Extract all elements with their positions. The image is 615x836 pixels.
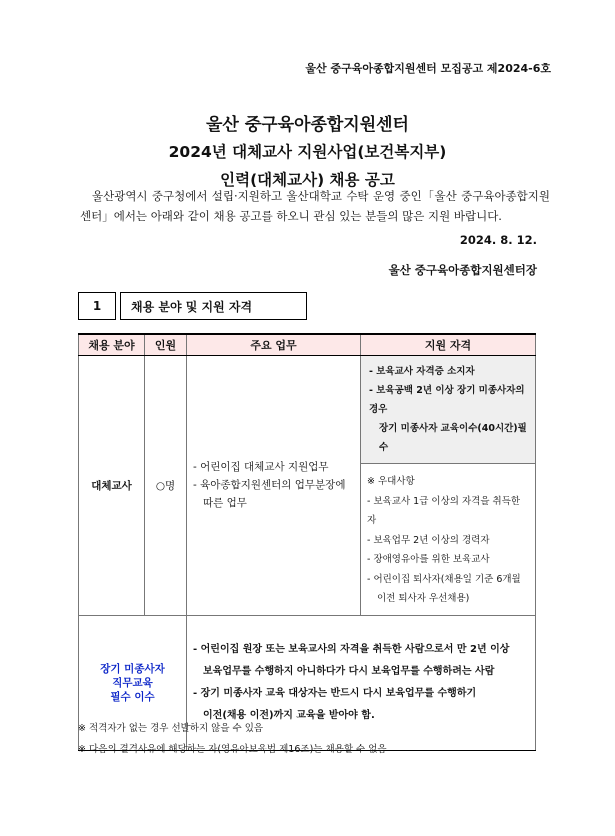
requirements-cell	[361, 356, 536, 464]
program-title: 2024년 대체교사 지원사업(보건복지부)	[168, 143, 447, 161]
table-row	[79, 356, 536, 464]
training-line: 이전(채용 이전)까지 교육을 받아야 함.	[203, 709, 375, 721]
header-field: 채용 분야	[79, 334, 145, 356]
section-title: 채용 분야 및 지원 자격	[120, 292, 307, 320]
training-label-line: 직무교육	[112, 676, 153, 689]
training-label-line: 필수 이수	[110, 690, 155, 703]
training-line: 보육업무를 수행하지 아니하다가 다시 보육업무를 수행하려는 사람	[203, 665, 495, 677]
preference-line: - 어린이집 퇴사자(채용일 기준 6개월	[367, 573, 521, 585]
header-count: 인원	[145, 334, 187, 356]
section-number: 1	[78, 292, 116, 320]
footnote: ※ 다음의 결격사유에 해당하는 자(영유아보육법 제16조)는 채용할 수 없음	[78, 744, 387, 755]
training-label-line: 장기 미종사자	[100, 662, 165, 675]
signature: 울산 중구육아종합지원센터장	[388, 263, 537, 277]
duty-line: - 육아종합지원센터의 업무분장에	[193, 479, 346, 492]
header-duties: 주요 업무	[187, 334, 361, 356]
notice-date: 2024. 8. 12.	[459, 233, 537, 247]
preferences-title: ※ 우대사항	[367, 476, 415, 487]
recruit-title: 인력(대체교사) 채용 공고	[220, 171, 395, 189]
preference-line: - 보육교사 1급 이상의 자격을 취득한 자	[367, 495, 521, 526]
footnote: ※ 적격자가 없는 경우 선발하지 않을 수 있음	[78, 723, 264, 734]
notice-number: 울산 중구육아종합지원센터 모집공고 제2024-6호	[305, 62, 551, 75]
duty-line: 따른 업무	[203, 497, 247, 510]
training-line: - 장기 미종사자 교육 대상자는 반드시 다시 보육업무를 수행하기	[193, 687, 477, 699]
preferences-cell	[361, 464, 536, 616]
requirement-line: - 보육공백 2년 이상 장기 미종사자의 경우	[369, 385, 525, 415]
preference-line: - 보육업무 2년 이상의 경력자	[367, 534, 490, 546]
table-header-row	[79, 334, 536, 356]
training-line: - 어린이집 원장 또는 보육교사의 자격을 취득한 사람으로서 만 2년 이상	[193, 643, 510, 655]
requirement-line: 장기 미종사자 교육이수(40시간)필수	[379, 423, 527, 453]
header-qualifications: 지원 자격	[361, 334, 536, 356]
preference-line: - 장애영유아를 위한 보육교사	[367, 554, 490, 565]
recruitment-table	[78, 333, 536, 751]
org-title: 울산 중구육아종합지원센터	[206, 115, 409, 135]
intro-paragraph: 울산광역시 중구청에서 설립·지원하고 울산대학교 수탁 운영 중인「울산 중구육아종합지원센터」에서는 아래와 같이 채용 공고를 하오니 관심 있는 분들의 많은 지원 바랍니다.	[80, 189, 550, 223]
field-cell: 대체교사	[79, 356, 145, 616]
duties-cell	[187, 356, 361, 616]
preference-line: 이전 퇴사자 우선채용)	[377, 593, 470, 604]
count-cell: ○명	[145, 356, 187, 616]
duty-line: - 어린이집 대체교사 지원업무	[193, 461, 329, 474]
requirement-line: - 보육교사 자격증 소지자	[369, 366, 475, 377]
